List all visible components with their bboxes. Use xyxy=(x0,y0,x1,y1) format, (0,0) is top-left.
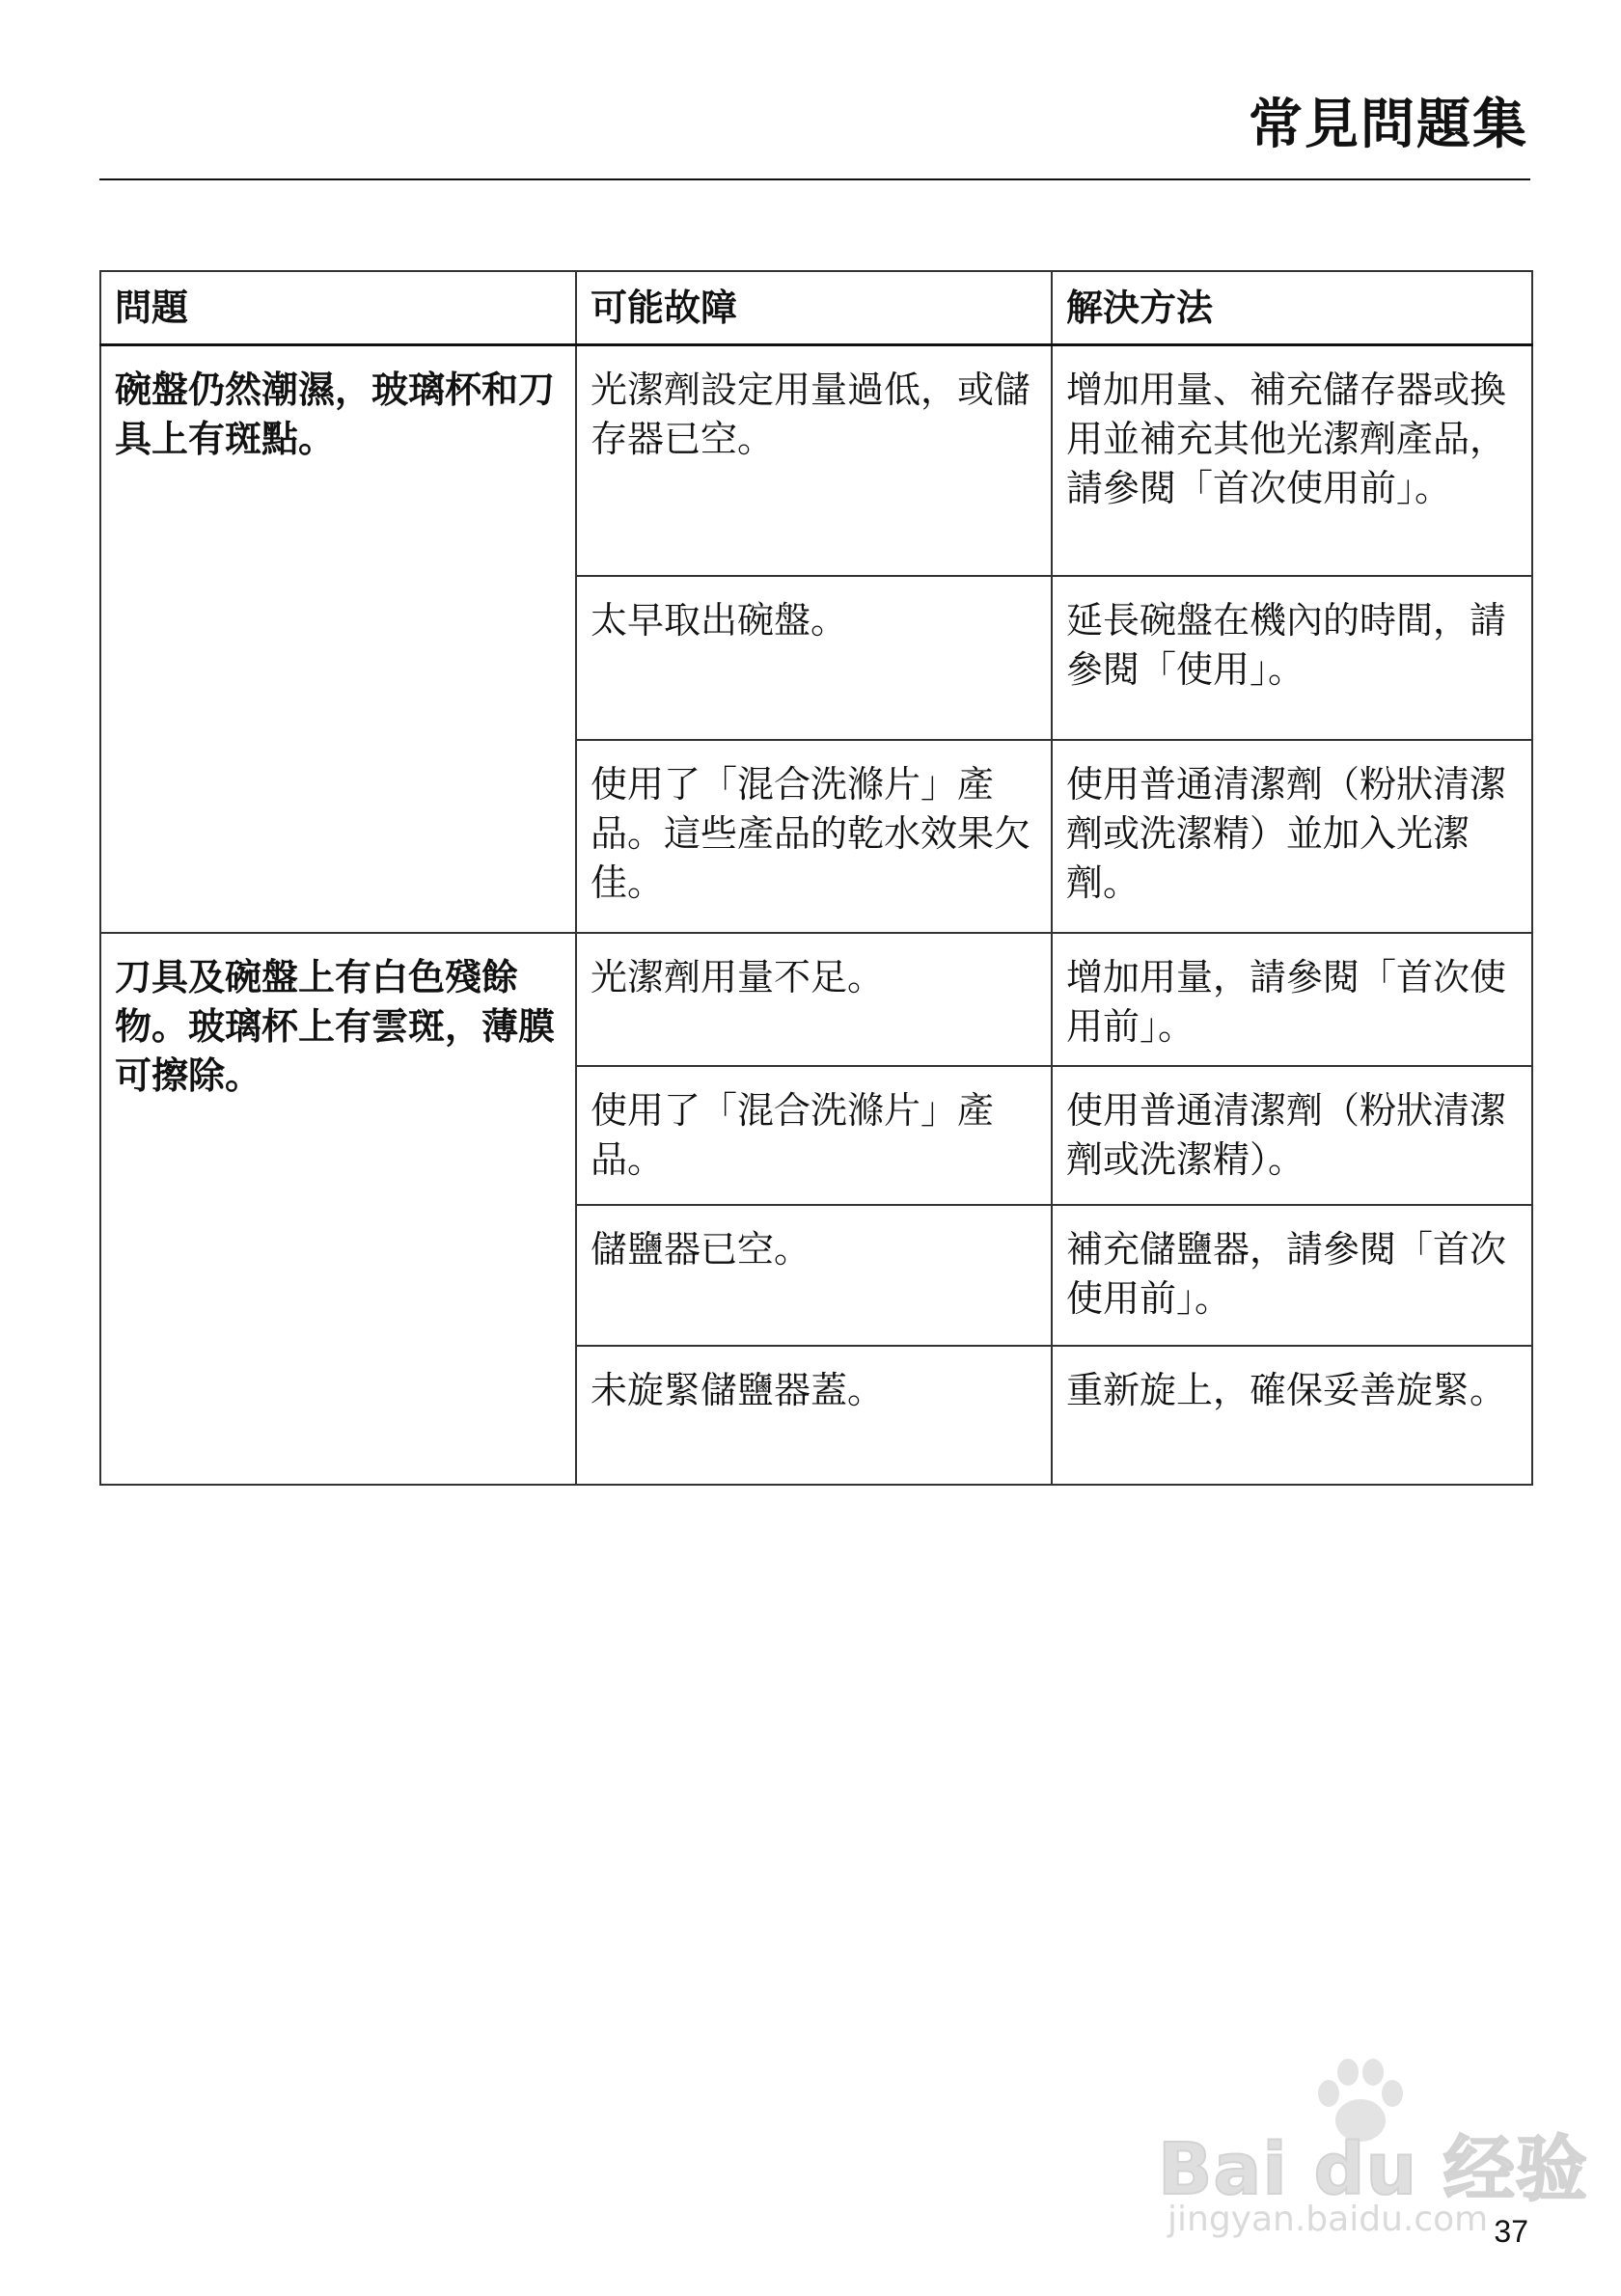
watermark-url: jingyan.baidu.com xyxy=(1168,2200,1489,2239)
cause-cell: 使用了「混合洗滌片」產品。這些產品的乾水效果欠佳。 xyxy=(576,740,1052,933)
faq-table xyxy=(99,270,1533,1486)
problem-cell: 碗盤仍然潮濕，玻璃杯和刀具上有斑點。 xyxy=(100,344,576,933)
header-solution: 解決方法 xyxy=(1052,271,1532,344)
solution-cell: 使用普通清潔劑（粉狀清潔劑或洗潔精）。 xyxy=(1052,1066,1532,1205)
solution-cell: 增加用量、補充儲存器或換用並補充其他光潔劑產品，請參閱「首次使用前」。 xyxy=(1052,344,1532,576)
section-title: 常見問題集 xyxy=(1249,94,1528,156)
solution-cell: 增加用量，請參閱「首次使用前」。 xyxy=(1052,933,1532,1066)
table-header-row xyxy=(100,271,1532,344)
page-number: 37 xyxy=(1494,2214,1528,2249)
header-cause: 可能故障 xyxy=(576,271,1052,344)
table-row xyxy=(100,344,1532,576)
solution-cell: 延長碗盤在機內的時間，請參閱「使用」。 xyxy=(1052,576,1532,740)
problem-cell: 刀具及碗盤上有白色殘餘物。玻璃杯上有雲斑，薄膜可擦除。 xyxy=(100,933,576,1485)
cause-cell: 光潔劑用量不足。 xyxy=(576,933,1052,1066)
table-row xyxy=(100,933,1532,1066)
cause-cell: 儲鹽器已空。 xyxy=(576,1205,1052,1346)
header-problem: 問題 xyxy=(100,271,576,344)
solution-cell: 重新旋上，確保妥善旋緊。 xyxy=(1052,1346,1532,1485)
solution-cell: 補充儲鹽器，請參閱「首次使用前」。 xyxy=(1052,1205,1532,1346)
solution-cell: 使用普通清潔劑（粉狀清潔劑或洗潔精）並加入光潔劑。 xyxy=(1052,740,1532,933)
cause-cell: 未旋緊儲鹽器蓋。 xyxy=(576,1346,1052,1485)
watermark-brand: Bai du 经验 xyxy=(1158,2128,1588,2211)
cause-cell: 太早取出碗盤。 xyxy=(576,576,1052,740)
title-divider xyxy=(99,178,1530,180)
cause-cell: 使用了「混合洗滌片」產品。 xyxy=(576,1066,1052,1205)
cause-cell: 光潔劑設定用量過低，或儲存器已空。 xyxy=(576,344,1052,576)
